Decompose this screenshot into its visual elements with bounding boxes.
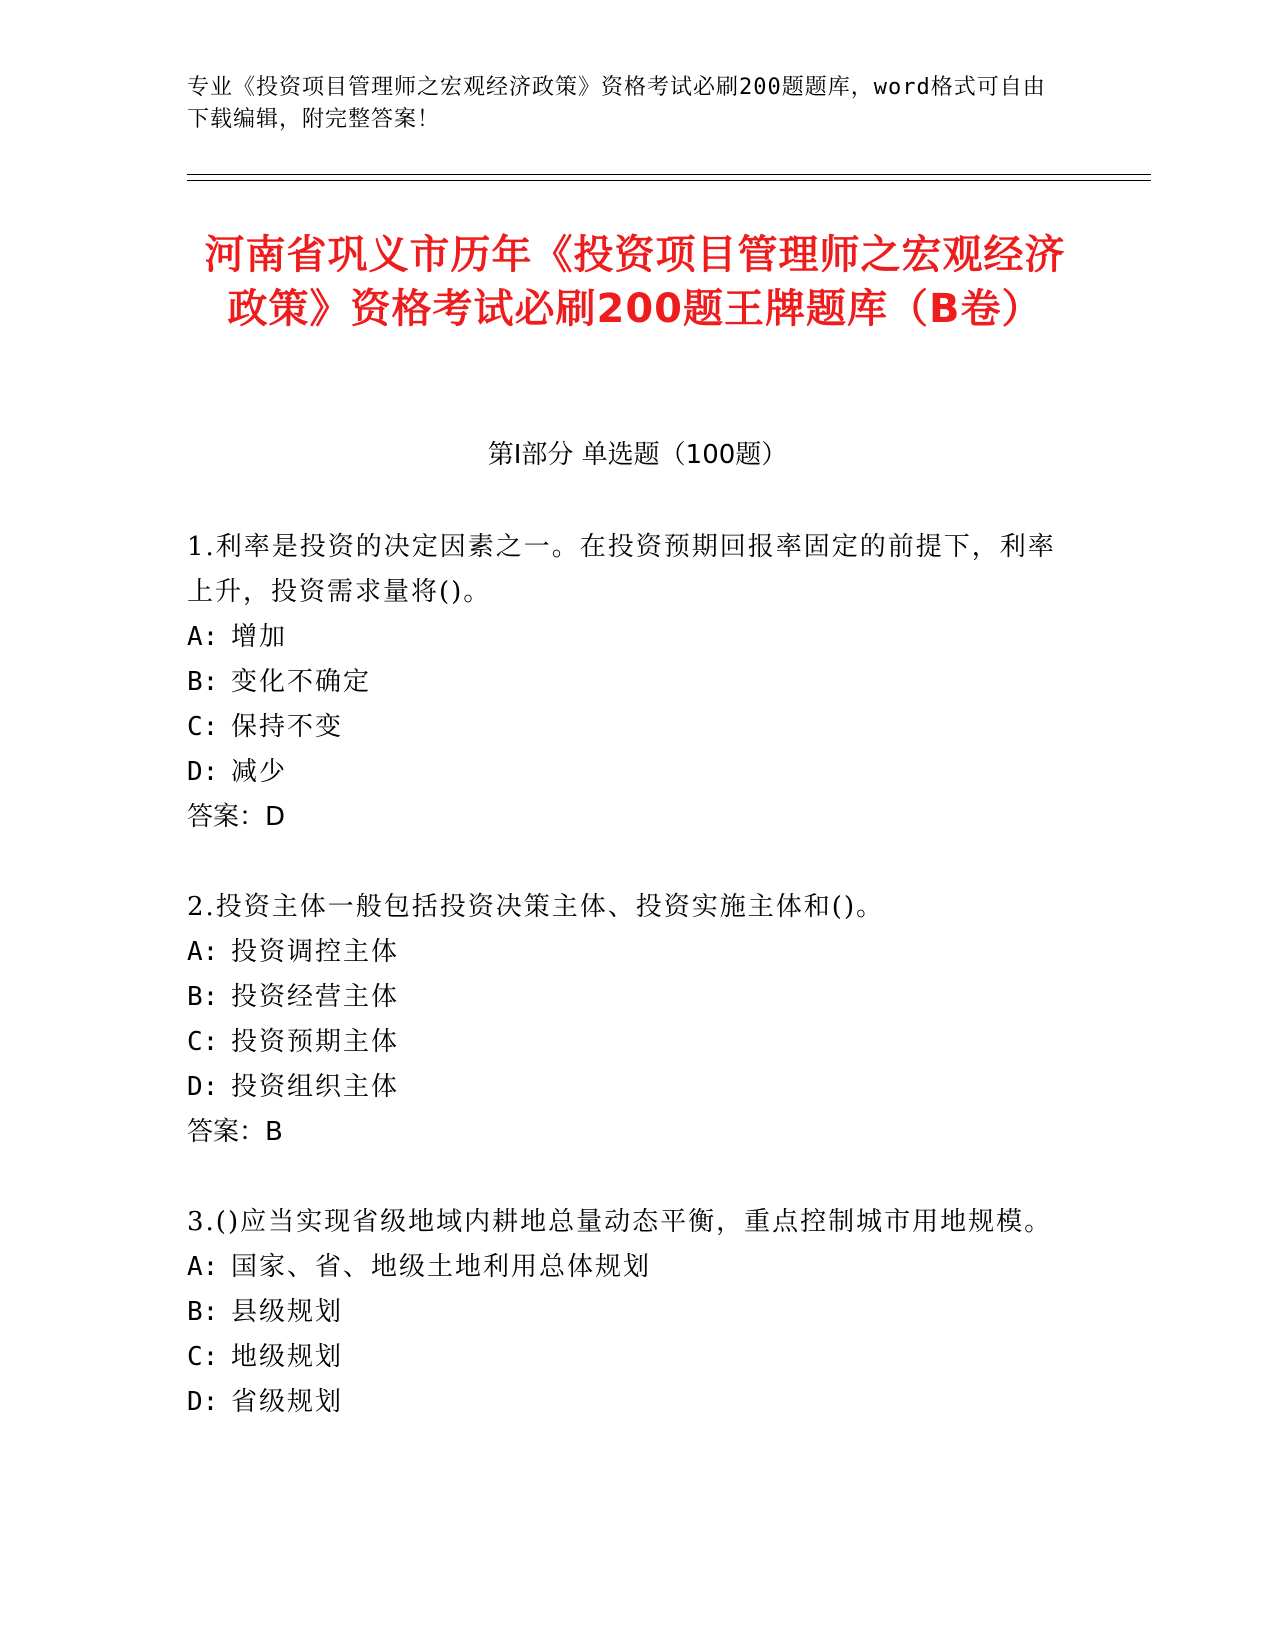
option-c: [187, 705, 1067, 750]
option-text: 国家、省、地级土地利用总体规划: [231, 1252, 652, 1282]
option-letter: C:: [187, 712, 219, 742]
question-2: [187, 885, 1067, 1155]
option-letter: C:: [187, 1027, 219, 1057]
option-a: [187, 930, 1067, 975]
option-letter: D:: [187, 1387, 219, 1417]
header-note: 专业《投资项目管理师之宏观经济政策》资格考试必刷200题题库，word格式可自由下载编辑，附完整答案！: [187, 75, 1046, 132]
option-letter: A:: [187, 1252, 219, 1282]
section-title: 第Ⅰ部分 单选题（100题）: [487, 440, 788, 470]
option-text: 变化不确定: [231, 667, 372, 697]
option-letter: D:: [187, 757, 219, 787]
option-d: [187, 1380, 1067, 1425]
option-letter: C:: [187, 1342, 219, 1372]
question-1: [187, 525, 1067, 840]
option-b: [187, 1290, 1067, 1335]
option-text: 投资经营主体: [231, 982, 400, 1012]
option-d: [187, 750, 1067, 795]
option-d: [187, 1065, 1067, 1110]
question-text: 3.()应当实现省级地域内耕地总量动态平衡，重点控制城市用地规模。: [187, 1207, 1053, 1237]
header-divider-bottom: [187, 180, 1151, 181]
header-divider-top: [187, 174, 1151, 175]
option-letter: A:: [187, 622, 219, 652]
question-list: [187, 525, 1067, 1470]
option-text: 县级规划: [231, 1297, 344, 1327]
option-c: [187, 1335, 1067, 1380]
question-text: 2.投资主体一般包括投资决策主体、投资实施主体和()。: [187, 892, 885, 922]
option-c: [187, 1020, 1067, 1065]
option-text: 保持不变: [231, 712, 344, 742]
option-b: [187, 660, 1067, 705]
answer: 答案：D: [187, 802, 286, 832]
option-letter: B:: [187, 1297, 219, 1327]
question-3: [187, 1200, 1067, 1425]
option-text: 投资组织主体: [231, 1072, 400, 1102]
option-text: 投资调控主体: [231, 937, 400, 967]
document-title: 河南省巩义市历年《投资项目管理师之宏观经济政策》资格考试必刷200题王牌题库（B卷）: [204, 232, 1066, 332]
option-letter: D:: [187, 1072, 219, 1102]
question-text: 1.利率是投资的决定因素之一。在投资预期回报率固定的前提下，利率上升，投资需求量将()。: [187, 532, 1056, 607]
option-b: [187, 975, 1067, 1020]
option-letter: B:: [187, 982, 219, 1012]
option-a: [187, 615, 1067, 660]
option-letter: A:: [187, 937, 219, 967]
answer: 答案：B: [187, 1117, 283, 1147]
option-text: 地级规划: [231, 1342, 344, 1372]
option-a: [187, 1245, 1067, 1290]
option-text: 增加: [231, 622, 288, 652]
option-letter: B:: [187, 667, 219, 697]
option-text: 投资预期主体: [231, 1027, 400, 1057]
option-text: 减少: [231, 757, 288, 787]
option-text: 省级规划: [231, 1387, 344, 1417]
